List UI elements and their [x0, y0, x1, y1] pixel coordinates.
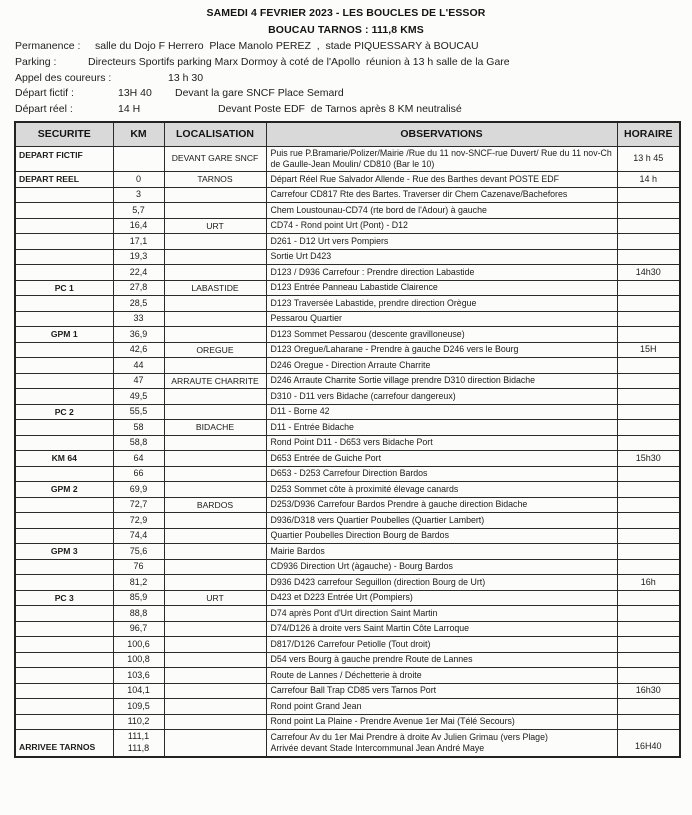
table-row: [15, 559, 680, 575]
cell-km: 66: [113, 466, 164, 482]
cell-securite: [15, 606, 113, 622]
cell-horaire: [617, 249, 680, 265]
column-header-observations: OBSERVATIONS: [266, 122, 617, 146]
cell-km: 47: [113, 373, 164, 389]
cell-km: 109,5: [113, 699, 164, 715]
cell-observations: Chem Loustounau-CD74 (rte bord de l'Adour) à gauche: [266, 203, 617, 219]
cell-securite: [15, 358, 113, 374]
table-row: [15, 187, 680, 203]
cell-localisation: [164, 714, 266, 730]
cell-horaire: 15h30: [617, 451, 680, 467]
cell-localisation: [164, 435, 266, 451]
cell-observations: D123 Sommet Pessarou (descente gravilloneuse): [266, 327, 617, 343]
table-row: [15, 652, 680, 668]
cell-securite: [15, 652, 113, 668]
cell-securite: [15, 575, 113, 591]
table-row: [15, 342, 680, 358]
cell-observations: D11 - Entrée Bidache: [266, 420, 617, 436]
cell-km: 72,9: [113, 513, 164, 529]
cell-km: [113, 146, 164, 172]
cell-horaire: [617, 203, 680, 219]
cell-localisation: [164, 466, 266, 482]
cell-horaire: [617, 714, 680, 730]
cell-securite: [15, 373, 113, 389]
cell-horaire: [617, 420, 680, 436]
column-header-localisation: LOCALISATION: [164, 122, 266, 146]
cell-km: 64: [113, 451, 164, 467]
cell-localisation: [164, 621, 266, 637]
cell-horaire: [617, 327, 680, 343]
cell-localisation: BIDACHE: [164, 420, 266, 436]
table-row: [15, 218, 680, 234]
cell-securite: [15, 621, 113, 637]
cell-localisation: [164, 699, 266, 715]
cell-observations: Mairie Bardos: [266, 544, 617, 560]
cell-securite: [15, 234, 113, 250]
cell-observations: Sortie Urt D423: [266, 249, 617, 265]
cell-km: 100,8: [113, 652, 164, 668]
cell-km: 22,4: [113, 265, 164, 281]
table-row: [15, 327, 680, 343]
cell-horaire: 15H: [617, 342, 680, 358]
cell-horaire: [617, 466, 680, 482]
cell-km: 3: [113, 187, 164, 203]
table-row: [15, 451, 680, 467]
cell-horaire: [617, 637, 680, 653]
cell-securite: [15, 559, 113, 575]
cell-localisation: [164, 265, 266, 281]
depart-reel-desc: Devant Poste EDF de Tarnos après 8 KM neutralisé: [218, 103, 462, 115]
cell-km: 19,3: [113, 249, 164, 265]
cell-localisation: [164, 559, 266, 575]
cell-localisation: URT: [164, 218, 266, 234]
table-row: [15, 544, 680, 560]
cell-km: 17,1: [113, 234, 164, 250]
column-header-horaire: HORAIRE: [617, 122, 680, 146]
cell-km: 72,7: [113, 497, 164, 513]
cell-observations: Carrefour Av du 1er Mai Prendre à droite Av Julien Grimau (vers Plage) Arrivée devant Stade Intercommunal Jean André Maye: [266, 730, 617, 757]
cell-km: 27,8: [113, 280, 164, 296]
cell-horaire: [617, 187, 680, 203]
parking-value: Directeurs Sportifs parking Marx Dormoy à coté de l'Apollo réunion à 13 h salle de la Gare: [88, 56, 510, 68]
cell-observations: D423 et D223 Entrée Urt (Pompiers): [266, 590, 617, 606]
cell-securite: GPM 3: [15, 544, 113, 560]
cell-securite: [15, 389, 113, 405]
cell-horaire: [617, 482, 680, 498]
cell-localisation: [164, 358, 266, 374]
cell-observations: D74 après Pont d'Urt direction Saint Martin: [266, 606, 617, 622]
cell-km: 96,7: [113, 621, 164, 637]
cell-securite: [15, 265, 113, 281]
cell-localisation: [164, 544, 266, 560]
cell-localisation: [164, 606, 266, 622]
table-row: [15, 482, 680, 498]
table-row: [15, 172, 680, 188]
table-row: [15, 730, 680, 757]
cell-observations: D936/D318 vers Quartier Poubelles (Quartier Lambert): [266, 513, 617, 529]
cell-securite: GPM 2: [15, 482, 113, 498]
cell-securite: KM 64: [15, 451, 113, 467]
cell-observations: D123 / D936 Carrefour : Prendre direction Labastide: [266, 265, 617, 281]
cell-horaire: [617, 373, 680, 389]
cell-securite: [15, 296, 113, 312]
cell-observations: Carrefour Ball Trap CD85 vers Tarnos Port: [266, 683, 617, 699]
route-table-container: [14, 121, 681, 758]
cell-securite: PC 2: [15, 404, 113, 420]
cell-observations: D253 Sommet côte à proximité élevage canards: [266, 482, 617, 498]
cell-observations: Carrefour CD817 Rte des Bartes. Traverser dir Chem Cazenave/Bachefores: [266, 187, 617, 203]
cell-observations: Quartier Poubelles Direction Bourg de Bardos: [266, 528, 617, 544]
cell-securite: [15, 435, 113, 451]
cell-securite: [15, 528, 113, 544]
cell-observations: Pessarou Quartier: [266, 311, 617, 327]
table-row: [15, 528, 680, 544]
cell-horaire: [617, 234, 680, 250]
cell-observations: Rond point La Plaine - Prendre Avenue 1er Mai (Télé Secours): [266, 714, 617, 730]
cell-securite: [15, 668, 113, 684]
cell-horaire: 13 h 45: [617, 146, 680, 172]
cell-observations: D653 - D253 Carrefour Direction Bardos: [266, 466, 617, 482]
event-distance-title: BOUCAU TARNOS : 111,8 KMS: [268, 24, 424, 36]
depart-reel-time: 14 H: [118, 103, 141, 115]
table-row: [15, 513, 680, 529]
cell-localisation: [164, 234, 266, 250]
table-row: [15, 203, 680, 219]
cell-horaire: [617, 513, 680, 529]
cell-horaire: 14h30: [617, 265, 680, 281]
cell-observations: D936 D423 carrefour Seguillon (direction Bourg de Urt): [266, 575, 617, 591]
cell-localisation: [164, 249, 266, 265]
cell-localisation: [164, 203, 266, 219]
cell-localisation: [164, 327, 266, 343]
table-row: [15, 683, 680, 699]
table-row: [15, 373, 680, 389]
parking-line: [0, 56, 692, 70]
cell-observations: D74/D126 à droite vers Saint Martin Côte Larroque: [266, 621, 617, 637]
permanence-label: Permanence :: [15, 40, 81, 52]
parking-label: Parking :: [15, 56, 57, 68]
cell-horaire: [617, 497, 680, 513]
cell-km: 58,8: [113, 435, 164, 451]
cell-localisation: LABASTIDE: [164, 280, 266, 296]
table-row: [15, 606, 680, 622]
cell-securite: [15, 466, 113, 482]
table-row: [15, 590, 680, 606]
cell-horaire: [617, 668, 680, 684]
cell-km: 44: [113, 358, 164, 374]
cell-km: 55,5: [113, 404, 164, 420]
depart-reel-label: Départ réel :: [15, 103, 73, 115]
appel-coureurs-time: 13 h 30: [168, 71, 204, 84]
table-row: [15, 234, 680, 250]
cell-horaire: [617, 652, 680, 668]
table-row: [15, 435, 680, 451]
cell-securite: [15, 637, 113, 653]
cell-observations: D11 - Borne 42: [266, 404, 617, 420]
cell-horaire: [617, 389, 680, 405]
appel-coureurs-label: Appel des coureurs :: [15, 71, 112, 84]
cell-localisation: DEVANT GARE SNCF: [164, 146, 266, 172]
cell-securite: PC 3: [15, 590, 113, 606]
permanence-value: salle du Dojo F Herrero Place Manolo PEREZ , stade PIQUESSARY à BOUCAU: [95, 40, 479, 52]
depart-reel-line: [0, 103, 692, 117]
table-row: [15, 389, 680, 405]
cell-securite: [15, 420, 113, 436]
cell-horaire: [617, 358, 680, 374]
depart-fictif-desc: Devant la gare SNCF Place Semard: [175, 87, 344, 99]
table-row: [15, 280, 680, 296]
cell-horaire: [617, 280, 680, 296]
table-row: [15, 621, 680, 637]
cell-horaire: 14 h: [617, 172, 680, 188]
table-row: [15, 420, 680, 436]
cell-localisation: [164, 311, 266, 327]
cell-securite: [15, 249, 113, 265]
cell-km: 88,8: [113, 606, 164, 622]
cell-securite: GPM 1: [15, 327, 113, 343]
cell-km: 33: [113, 311, 164, 327]
cell-km: 16,4: [113, 218, 164, 234]
cell-horaire: [617, 606, 680, 622]
cell-km: 58: [113, 420, 164, 436]
cell-horaire: [617, 559, 680, 575]
cell-securite: [15, 311, 113, 327]
cell-localisation: [164, 451, 266, 467]
cell-km: 103,6: [113, 668, 164, 684]
table-row: [15, 668, 680, 684]
table-row: [15, 296, 680, 312]
cell-localisation: BARDOS: [164, 497, 266, 513]
appel-coureurs-line: [0, 72, 692, 86]
cell-securite: DEPART REEL: [15, 172, 113, 188]
table-body: [15, 146, 680, 757]
cell-horaire: 16h: [617, 575, 680, 591]
table-row: [15, 146, 680, 172]
cell-localisation: [164, 575, 266, 591]
cell-securite: [15, 699, 113, 715]
depart-fictif-line: [0, 87, 692, 101]
cell-localisation: [164, 637, 266, 653]
cell-horaire: [617, 435, 680, 451]
cell-localisation: [164, 652, 266, 668]
table-header-row: [15, 122, 680, 146]
cell-km: 0: [113, 172, 164, 188]
cell-localisation: OREGUE: [164, 342, 266, 358]
cell-localisation: [164, 187, 266, 203]
cell-horaire: [617, 590, 680, 606]
cell-localisation: [164, 296, 266, 312]
cell-securite: [15, 497, 113, 513]
cell-observations: D310 - D11 vers Bidache (carrefour dangereux): [266, 389, 617, 405]
cell-observations: D261 - D12 Urt vers Pompiers: [266, 234, 617, 250]
cell-observations: D817/D126 Carrefour Petiolle (Tout droit): [266, 637, 617, 653]
cell-observations: D246 Arraute Charrite Sortie village prendre D310 direction Bidache: [266, 373, 617, 389]
column-header-km: KM: [113, 122, 164, 146]
table-row: [15, 404, 680, 420]
cell-observations: D54 vers Bourg à gauche prendre Route de Lannes: [266, 652, 617, 668]
cell-km: 76: [113, 559, 164, 575]
table-row: [15, 714, 680, 730]
table-row: [15, 466, 680, 482]
cell-observations: CD74 - Rond point Urt (Pont) - D12: [266, 218, 617, 234]
cell-observations: CD936 Direction Urt (àgauche) - Bourg Bardos: [266, 559, 617, 575]
cell-km: 100,6: [113, 637, 164, 653]
cell-securite: [15, 714, 113, 730]
cell-securite: [15, 187, 113, 203]
cell-horaire: [617, 296, 680, 312]
cell-localisation: [164, 482, 266, 498]
cell-horaire: 16H40: [617, 730, 680, 757]
table-row: [15, 265, 680, 281]
cell-horaire: 16h30: [617, 683, 680, 699]
cell-observations: Route de Lannes / Déchetterie à droite: [266, 668, 617, 684]
cell-securite: [15, 203, 113, 219]
cell-horaire: [617, 404, 680, 420]
cell-observations: D246 Oregue - Direction Arraute Charrite: [266, 358, 617, 374]
cell-km: 85,9: [113, 590, 164, 606]
cell-localisation: TARNOS: [164, 172, 266, 188]
permanence-line: [0, 40, 692, 54]
cell-observations: Rond point Grand Jean: [266, 699, 617, 715]
cell-km: 74,4: [113, 528, 164, 544]
cell-horaire: [617, 544, 680, 560]
cell-observations: Rond Point D11 - D653 vers Bidache Port: [266, 435, 617, 451]
event-title: SAMEDI 4 FEVRIER 2023 - LES BOUCLES DE L'ESSOR: [206, 7, 486, 19]
cell-localisation: [164, 683, 266, 699]
route-table: [14, 121, 681, 758]
cell-localisation: [164, 389, 266, 405]
cell-observations: D123 Traversée Labastide, prendre direction Orègue: [266, 296, 617, 312]
cell-km: 69,9: [113, 482, 164, 498]
cell-securite: PC 1: [15, 280, 113, 296]
cell-km: 111,1 111,8: [113, 730, 164, 757]
cell-localisation: [164, 668, 266, 684]
cell-km: 36,9: [113, 327, 164, 343]
cell-horaire: [617, 699, 680, 715]
cell-observations: D123 Entrée Panneau Labastide Clairence: [266, 280, 617, 296]
cell-km: 75,6: [113, 544, 164, 560]
table-row: [15, 358, 680, 374]
cell-horaire: [617, 621, 680, 637]
cell-observations: D123 Oregue/Laharane - Prendre à gauche D246 vers le Bourg: [266, 342, 617, 358]
cell-km: 81,2: [113, 575, 164, 591]
cell-localisation: [164, 513, 266, 529]
cell-observations: D653 Entrée de Guiche Port: [266, 451, 617, 467]
cell-km: 42,6: [113, 342, 164, 358]
column-header-securite: SECURITE: [15, 122, 113, 146]
cell-localisation: [164, 528, 266, 544]
cell-securite: [15, 513, 113, 529]
cell-securite: DEPART FICTIF: [15, 146, 113, 172]
table-row: [15, 249, 680, 265]
cell-localisation: [164, 730, 266, 757]
cell-observations: Puis rue P.Bramarie/Polizer/Mairie /Rue du 11 nov-SNCF-rue Duvert/ Rue du 11 nov-Ch de Gaulle-Jean Moulin/ CD810 (Bar le 10): [266, 146, 617, 172]
table-row: [15, 699, 680, 715]
cell-km: 49,5: [113, 389, 164, 405]
cell-securite: ARRIVEE TARNOS: [15, 730, 113, 757]
cell-observations: D253/D936 Carrefour Bardos Prendre à gauche direction Bidache: [266, 497, 617, 513]
cell-securite: [15, 342, 113, 358]
cell-localisation: URT: [164, 590, 266, 606]
cell-observations: Départ Réel Rue Salvador Allende - Rue des Barthes devant POSTE EDF: [266, 172, 617, 188]
table-row: [15, 497, 680, 513]
cell-securite: [15, 218, 113, 234]
table-row: [15, 575, 680, 591]
cell-km: 28,5: [113, 296, 164, 312]
cell-km: 110,2: [113, 714, 164, 730]
cell-localisation: [164, 404, 266, 420]
table-row: [15, 311, 680, 327]
cell-km: 104,1: [113, 683, 164, 699]
depart-fictif-label: Départ fictif :: [15, 87, 74, 99]
cell-horaire: [617, 218, 680, 234]
cell-securite: [15, 683, 113, 699]
cell-horaire: [617, 311, 680, 327]
table-row: [15, 637, 680, 653]
cell-horaire: [617, 528, 680, 544]
depart-fictif-time: 13H 40: [118, 87, 152, 99]
cell-localisation: ARRAUTE CHARRITE: [164, 373, 266, 389]
cell-km: 5,7: [113, 203, 164, 219]
